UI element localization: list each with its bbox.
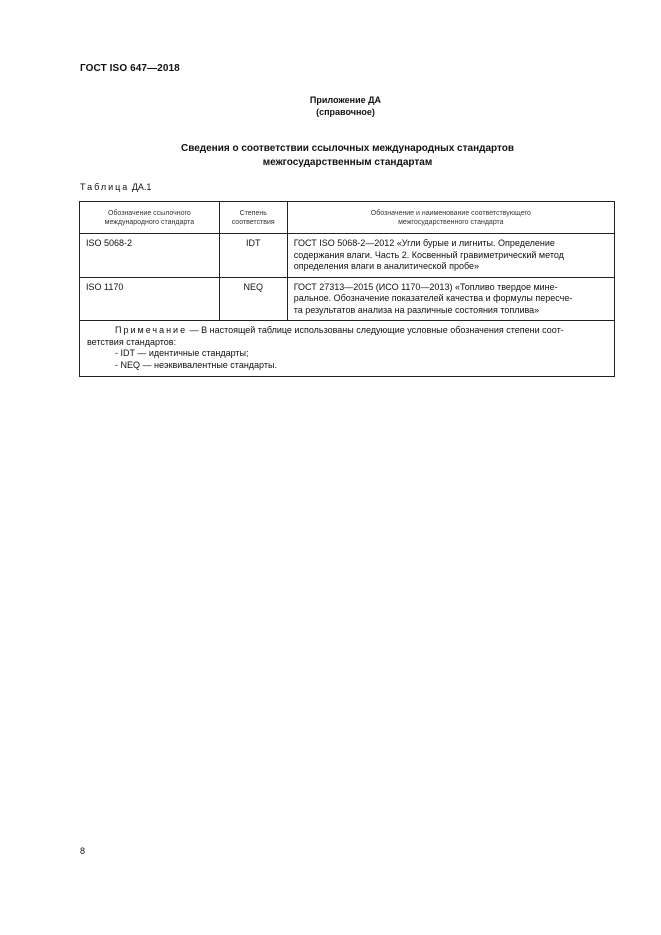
table-note-row [80, 321, 615, 377]
appendix-block [0, 94, 661, 118]
standards-table [79, 201, 615, 377]
appendix-subtitle: (справочное) [316, 107, 375, 117]
header-col3-line2: межгосударственного стандарта [398, 218, 504, 226]
cell-description [287, 234, 614, 278]
header-col1-line2: международного стандарта [104, 218, 195, 226]
header-col2-line1: Степень [239, 209, 267, 217]
note-first-line [87, 325, 607, 337]
cell-reference: ISO 5068-2 [80, 234, 220, 278]
page-number: 8 [80, 846, 86, 856]
note-label: Примечание [115, 325, 188, 335]
note-item-neq: - NEQ — неэквивалентные стандарты. [115, 359, 277, 370]
description-line: определения влаги в аналитической пробе» [293, 261, 480, 271]
note-text-line-1: — В настоящей таблице использованы следующие условные обозначения степени соот- [187, 325, 564, 335]
table-caption-number: ДА.1 [131, 182, 152, 192]
cell-degree: NEQ [219, 277, 287, 321]
table-row [80, 277, 615, 321]
description-line: та результатов анализа на различные состояния топлива» [293, 304, 540, 315]
appendix-title: Приложение ДА [309, 95, 382, 105]
description-line: содержания влаги. Часть 2. Косвенный гравиметрический метод [293, 249, 564, 260]
table-note [80, 321, 615, 377]
document-id: ГОСТ ISO 647—2018 [80, 63, 180, 74]
description-line: ГОСТ 27313—2015 (ИСО 1170—2013) «Топливо твердое мине- [293, 281, 558, 292]
header-interstate-standard [287, 202, 614, 234]
table-row [80, 234, 615, 278]
section-heading-line-1: Сведения о соответствии ссылочных международных стандартов [180, 143, 515, 154]
description-line: ГОСТ ISO 5068-2—2012 «Угли бурые и лигниты. Определение [293, 238, 555, 248]
note-item-idt: - IDT — идентичные стандарты; [115, 348, 249, 358]
header-col1-line1: Обозначение ссылочного [107, 209, 191, 217]
header-col3-line1: Обозначение и наименование соответствующего [370, 209, 531, 217]
header-col2-line2: соответствия [231, 218, 275, 226]
header-degree [219, 202, 287, 234]
description-line: ральное. Обозначение показателей качества и формулы пересче- [293, 293, 573, 303]
section-heading [0, 142, 661, 170]
table-caption-word: Таблица [80, 182, 130, 192]
table-caption [80, 182, 151, 192]
cell-degree: IDT [219, 234, 287, 278]
table-header-row [80, 202, 615, 234]
cell-description [287, 277, 614, 321]
cell-reference: ISO 1170 [80, 277, 220, 321]
section-heading-line-2: межгосударственным стандартам [262, 157, 433, 168]
header-reference-standard [80, 202, 220, 234]
note-text-line-2: ветствия стандартов: [87, 336, 177, 347]
